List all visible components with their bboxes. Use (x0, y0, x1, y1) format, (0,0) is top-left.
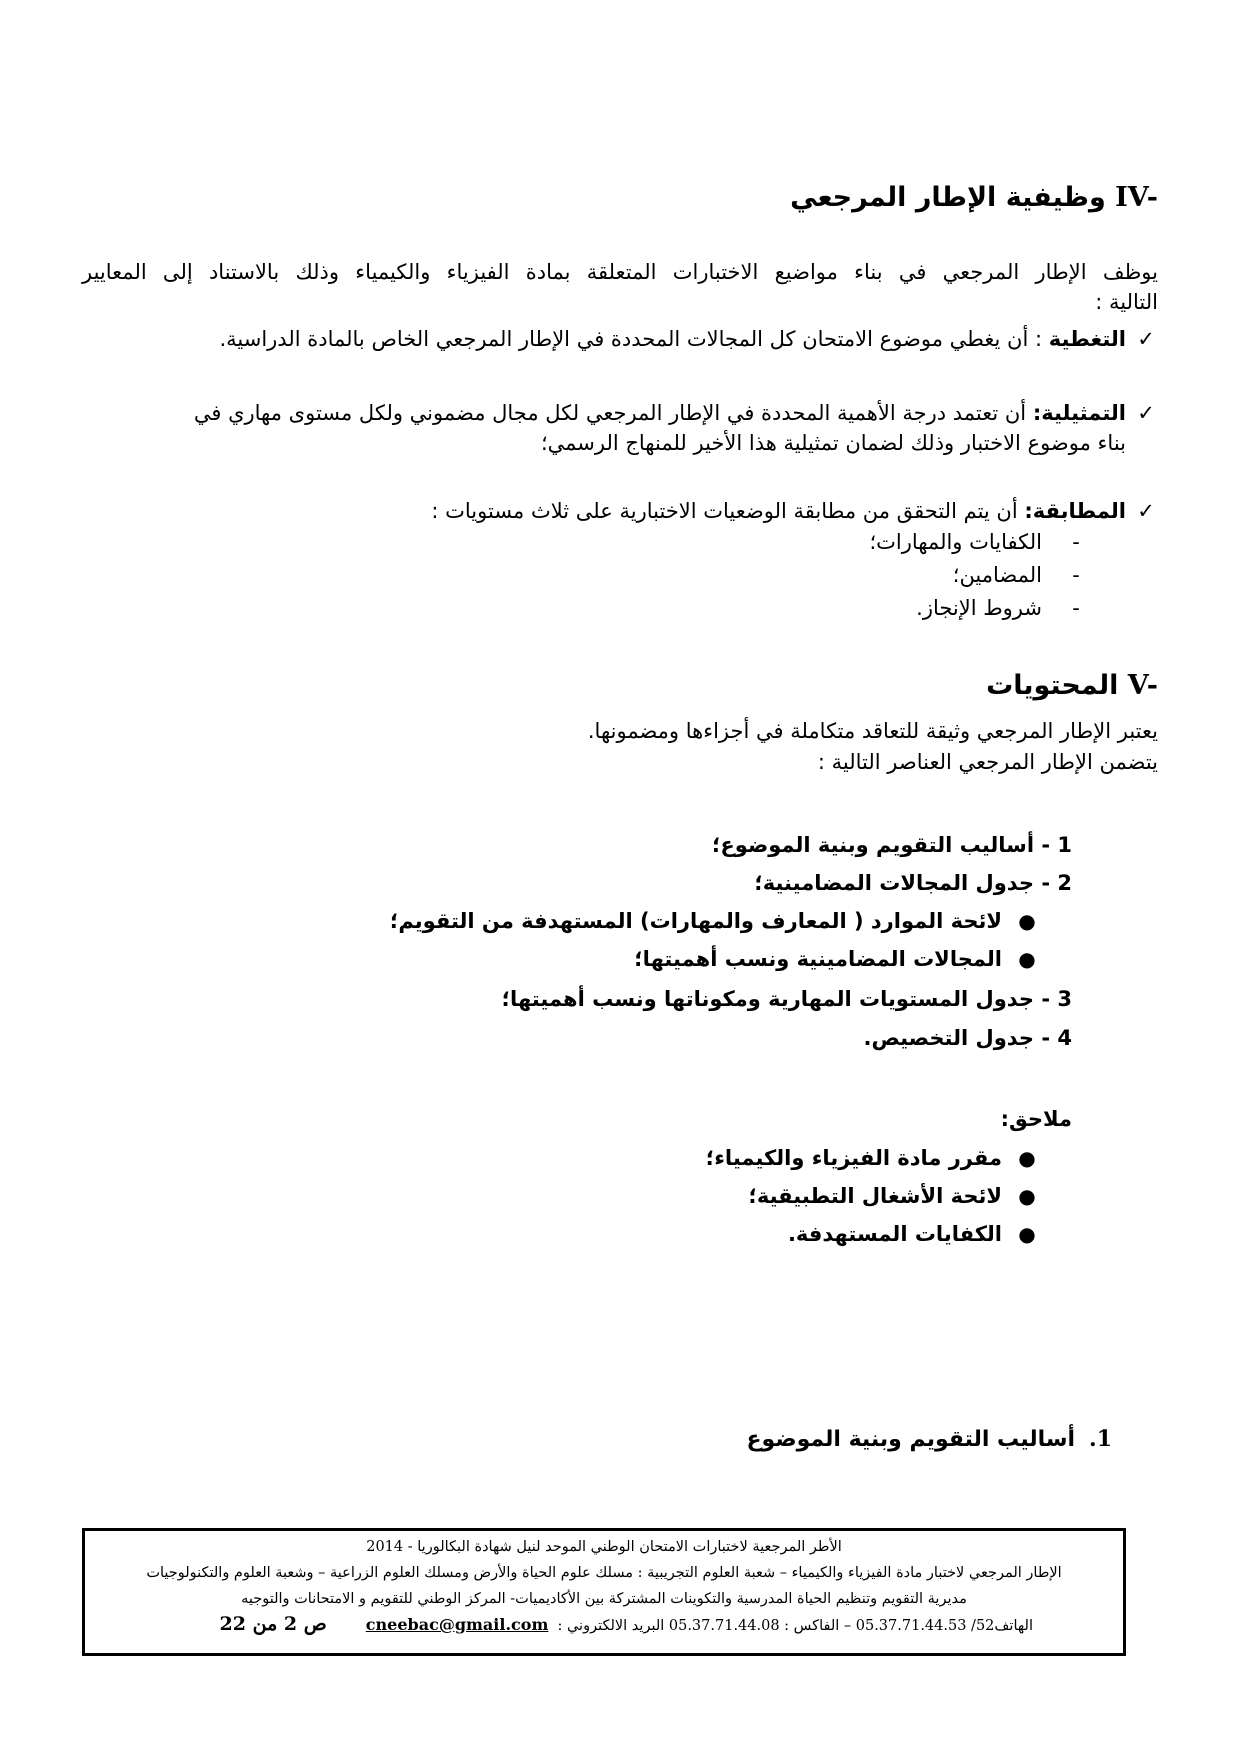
list-item: ●مقرر مادة الفيزياء والكيمياء؛ (706, 1143, 1038, 1181)
annexes-title: ملاحق: (1000, 1107, 1072, 1131)
contents-paragraph-1: يعتبر الإطار المرجعي وثيقة للتعاقد متكاملة في أجزاءها ومضمونها. (587, 719, 1158, 743)
section-v-heading (986, 670, 1158, 701)
levels-list (869, 527, 1086, 626)
item-text: جدول التخصيص. (863, 1026, 1035, 1050)
intro-text: يوظف الإطار المرجعي في بناء مواضيع الاختبارات المتعلقة بمادة الفيزياء والكيمياء وذلك بالاستناد إلى المعايير (82, 260, 1158, 284)
contents-paragraph-2: يتضمن الإطار المرجعي العناصر التالية : (817, 750, 1158, 774)
subsection-number: .1 (1089, 1426, 1112, 1452)
contents-subitem-2: ●المجالات المضامينية ونسب أهميتها؛ (634, 944, 1038, 974)
criterion-term: التغطية (1048, 327, 1126, 351)
item-number: 3 (1057, 987, 1072, 1011)
checkmark-icon: ✓ (1137, 401, 1155, 425)
annexes-list (706, 1143, 1038, 1257)
bullet-icon: ● (1018, 1146, 1036, 1170)
bullet-icon: ● (1018, 1222, 1036, 1246)
footer-line-3: مديرية التقويم وتنظيم الحياة المدرسية والتكوينات المشتركة بين الأكاديميات- المركز الوطني للتقويم و الامتحانات والتوجيه (241, 1591, 967, 1607)
section-number: IV- (1115, 182, 1158, 213)
footer-contact-row (220, 1613, 1033, 1635)
criterion-term: التمثيلية: (1032, 401, 1126, 425)
criterion-term: المطابقة: (1024, 499, 1126, 523)
email-link[interactable]: cneebac@gmail.com (365, 1615, 549, 1634)
criterion-representativeness (194, 398, 1158, 428)
intro-paragraph (82, 257, 1158, 287)
bullet-icon: ● (1018, 909, 1036, 933)
checkmark-icon: ✓ (1137, 499, 1155, 523)
criterion-text: : أن يغطي موضوع الامتحان كل المجالات المحددة في الإطار المرجعي الخاص بالمادة الدراسية. (219, 327, 1049, 351)
criterion-conformity (431, 496, 1158, 526)
footer-box (82, 1528, 1126, 1656)
contents-item-2: 2 - جدول المجالات المضامينية؛ (754, 871, 1072, 895)
intro-continuation (1095, 287, 1158, 317)
criterion-text: أن تعتمد درجة الأهمية المحددة في الإطار المرجعي لكل مجال مضموني ولكل مستوى مهاري في (193, 401, 1033, 425)
criterion-text: أن يتم التحقق من مطابقة الوضعيات الاختبارية على ثلاث مستويات : (431, 499, 1025, 523)
list-item: -شروط الإنجاز. (916, 596, 1080, 620)
item-number: 2 (1057, 871, 1072, 895)
subsection-1-heading (747, 1424, 1113, 1455)
list-item: ●الكفايات المستهدفة. (706, 1219, 1038, 1257)
contents-item-4: 4 - جدول التخصيص. (863, 1026, 1072, 1050)
contents-item-1: 1 - أساليب التقويم وبنية الموضوع؛ (712, 833, 1072, 857)
footer-contacts: الهاتف52/ 05.37.71.44.53 – الفاكس : 05.37.71.44.08 البريد الالكتروني : (557, 1618, 1033, 1634)
list-item: -الكفايات والمهارات؛ (869, 530, 1080, 554)
item-number: 4 (1057, 1026, 1072, 1050)
subsection-title: أساليب التقويم وبنية الموضوع (746, 1427, 1076, 1452)
footer-line-2: الإطار المرجعي لاختبار مادة الفيزياء والكيمياء – شعبة العلوم التجريبية : مسلك علوم الحياة والأرض ومسلك العلوم الزراعية – وشعبة العلوم والتكنولوجيات (146, 1565, 1062, 1581)
section-title: المحتويات (986, 670, 1128, 701)
section-number: V- (1127, 670, 1158, 701)
criterion-cont-text: بناء موضوع الاختبار وذلك لضمان تمثيلية هذا الأخير للمنهاج الرسمي؛ (540, 431, 1126, 455)
section-iv-heading (790, 182, 1158, 213)
criterion-coverage (219, 324, 1158, 354)
contents-subitem-1: ●لائحة الموارد ( المعارف والمهارات) المستهدفة من التقويم؛ (390, 906, 1038, 936)
list-item: -المضامين؛ (952, 563, 1080, 587)
contents-item-3: 3 - جدول المستويات المهارية ومكوناتها ونسب أهميتها؛ (501, 987, 1072, 1011)
item-text: أساليب التقويم وبنية الموضوع؛ (712, 833, 1035, 857)
item-text: جدول المستويات المهارية ومكوناتها ونسب أهميتها؛ (501, 987, 1035, 1011)
bullet-icon: ● (1018, 947, 1036, 971)
section-title: وظيفية الإطار المرجعي (790, 182, 1116, 213)
checkmark-icon: ✓ (1137, 327, 1155, 351)
footer-line-1: الأطر المرجعية لاختبارات الامتحان الوطني الموحد لنيل شهادة البكالوريا - 2014 (366, 1539, 842, 1555)
item-text: جدول المجالات المضامينية؛ (754, 871, 1035, 895)
item-number: 1 (1057, 833, 1072, 857)
page-number: ص 2 من 22 (219, 1613, 327, 1635)
intro-cont-text: التالية : (1095, 290, 1158, 314)
criterion-representativeness-cont (541, 428, 1126, 458)
bullet-icon: ● (1018, 1184, 1036, 1208)
list-item: ●لائحة الأشغال التطبيقية؛ (706, 1181, 1038, 1219)
